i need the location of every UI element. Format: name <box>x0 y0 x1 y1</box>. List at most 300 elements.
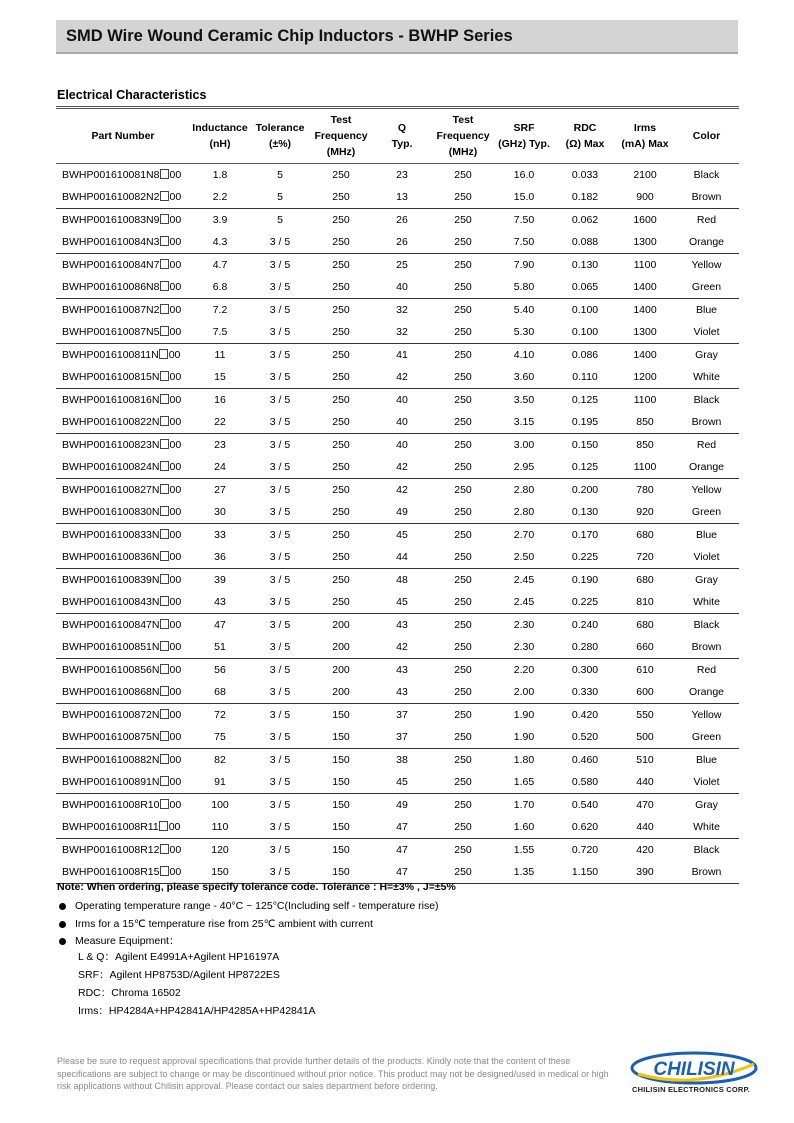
part-number-cell <box>56 636 190 659</box>
table-cell: 1.80 <box>513 754 535 766</box>
column-header <box>494 108 554 164</box>
table-cell: 30 <box>214 506 226 518</box>
part-number-suffix: 00 <box>169 619 182 631</box>
table-cell: 250 <box>454 236 472 248</box>
table-cell: 0.240 <box>571 619 599 631</box>
table-row <box>56 344 739 367</box>
table-cell: 850 <box>636 416 654 428</box>
table-cell: 0.225 <box>571 551 599 563</box>
column-header-line: Q <box>397 122 407 134</box>
column-header <box>190 108 250 164</box>
table-cell: 150 <box>332 776 350 788</box>
table-cell: 15.0 <box>513 191 535 203</box>
tolerance-code-box-icon <box>160 394 169 404</box>
table-cell: 150 <box>332 709 350 721</box>
table-cell: 3 / 5 <box>269 416 291 428</box>
part-number-suffix: 00 <box>169 844 182 856</box>
table-cell: 0.088 <box>571 236 599 248</box>
table-cell: 3 / 5 <box>269 506 291 518</box>
table-cell: 2.30 <box>513 619 535 631</box>
tolerance-code-box-icon <box>160 709 169 719</box>
tolerance-code-box-icon <box>160 416 169 426</box>
column-header-line: Typ. <box>391 138 413 150</box>
part-number-cell <box>56 816 190 839</box>
part-number-cell <box>56 276 190 299</box>
table-cell: 1600 <box>633 214 657 226</box>
table-cell: 43 <box>396 686 408 698</box>
table-cell: 250 <box>454 326 472 338</box>
table-cell: 1.90 <box>513 731 535 743</box>
table-cell: 3 / 5 <box>269 799 291 811</box>
table-cell: 1300 <box>633 326 657 338</box>
table-cell: 3 / 5 <box>269 574 291 586</box>
table-cell: 3 / 5 <box>269 439 291 451</box>
table-row <box>56 231 739 254</box>
table-cell: 25 <box>396 259 408 271</box>
table-cell: 250 <box>454 866 472 878</box>
table-cell: 250 <box>454 214 472 226</box>
column-header-line: (MHz) <box>448 146 478 158</box>
table-cell: 3 / 5 <box>269 551 291 563</box>
table-cell: 250 <box>454 596 472 608</box>
table-cell: 2.70 <box>513 529 535 541</box>
table-cell: 43 <box>396 664 408 676</box>
table-cell: 4.10 <box>513 349 535 361</box>
table-cell: 250 <box>332 551 350 563</box>
part-number-cell <box>56 254 190 277</box>
table-cell: 610 <box>636 664 654 676</box>
table-cell: 2.50 <box>513 551 535 563</box>
part-number-prefix: BWHP0016100839N <box>62 574 160 586</box>
table-cell: 250 <box>454 731 472 743</box>
table-cell: Green <box>691 281 722 293</box>
table-cell: 56 <box>214 664 226 676</box>
part-number-cell <box>56 591 190 614</box>
part-number-cell <box>56 389 190 412</box>
table-row <box>56 276 739 299</box>
title-bar <box>56 20 738 54</box>
part-number-prefix: BWHP0016100875N <box>62 731 160 743</box>
equipment-item: Irms：HP4284A+HP42841A/HP4285A+HP42841A <box>78 1005 316 1017</box>
part-number-suffix: 00 <box>169 461 182 473</box>
table-cell: 3 / 5 <box>269 866 291 878</box>
table-cell: 250 <box>454 259 472 271</box>
table-cell: White <box>693 371 720 383</box>
table-cell: 250 <box>332 596 350 608</box>
table-cell: 37 <box>396 731 408 743</box>
table-cell: Black <box>693 844 720 856</box>
table-cell: 75 <box>214 731 226 743</box>
part-number-prefix: BWHP0016100816N <box>62 394 160 406</box>
table-cell: 45 <box>396 596 408 608</box>
tolerance-code-box-icon <box>160 776 169 786</box>
tolerance-code-box-icon <box>160 236 169 246</box>
part-number-prefix: BWHP0016100847N <box>62 619 160 631</box>
table-cell: 0.620 <box>571 821 599 833</box>
table-row <box>56 681 739 704</box>
table-cell: 3 / 5 <box>269 844 291 856</box>
bullet-text: Measure Equipment： <box>75 935 180 947</box>
table-cell: 23 <box>396 169 408 181</box>
table-cell: 3 / 5 <box>269 754 291 766</box>
part-number-cell <box>56 479 190 502</box>
table-cell: 250 <box>332 191 350 203</box>
bullet-text: Operating temperature range - 40°C ~ 125°C(Including self - temperature rise) <box>75 900 439 912</box>
table-cell: 39 <box>214 574 226 586</box>
table-cell: 2100 <box>633 169 657 181</box>
table-cell: 440 <box>636 776 654 788</box>
tolerance-code-box-icon <box>159 821 168 831</box>
table-cell: 250 <box>454 821 472 833</box>
table-cell: 510 <box>636 754 654 766</box>
table-cell: 4.7 <box>212 259 228 271</box>
table-cell: Violet <box>693 326 720 338</box>
table-cell: 68 <box>214 686 226 698</box>
part-number-prefix: BWHP0016100872N <box>62 709 160 721</box>
table-cell: 150 <box>332 844 350 856</box>
table-cell: 250 <box>454 551 472 563</box>
part-number-prefix: BWHP0016100843N <box>62 596 160 608</box>
part-number-prefix: BWHP0016100830N <box>62 506 160 518</box>
table-cell: 6.8 <box>212 281 228 293</box>
table-cell: 7.5 <box>212 326 228 338</box>
table-cell: Blue <box>695 754 717 766</box>
bullet-dot-icon <box>59 938 66 945</box>
column-header-line: Color <box>692 130 721 142</box>
page-title: SMD Wire Wound Ceramic Chip Inductors - BWHP Series <box>66 27 513 45</box>
table-cell: 72 <box>214 709 226 721</box>
table-cell: 0.150 <box>571 439 599 451</box>
table-cell: 16 <box>214 394 226 406</box>
table-cell: 11 <box>214 349 226 361</box>
table-cell: 5.40 <box>513 304 535 316</box>
table-cell: 40 <box>396 439 408 451</box>
part-number-suffix: 00 <box>169 866 182 878</box>
table-cell: 0.280 <box>571 641 599 653</box>
table-cell: 250 <box>454 169 472 181</box>
table-cell: 36 <box>214 551 226 563</box>
table-cell: 660 <box>636 641 654 653</box>
part-number-suffix: 00 <box>169 214 182 226</box>
table-cell: 22 <box>214 416 226 428</box>
part-number-prefix: BWHP001610087N2 <box>62 304 160 316</box>
table-cell: 0.330 <box>571 686 599 698</box>
part-number-cell <box>56 434 190 457</box>
column-header <box>372 108 432 164</box>
table-header <box>56 108 739 164</box>
column-header-line: (GHz) Typ. <box>498 138 550 150</box>
table-cell: 5 <box>277 169 283 181</box>
table-cell: 0.420 <box>571 709 599 721</box>
part-number-prefix: BWHP001610084N3 <box>62 236 160 248</box>
tolerance-code-box-icon <box>160 529 169 539</box>
part-number-cell <box>56 344 190 367</box>
table-row <box>56 659 739 682</box>
table-cell: 1100 <box>633 259 657 271</box>
table-cell: 0.300 <box>571 664 599 676</box>
tolerance-code-box-icon <box>159 349 168 359</box>
part-number-suffix: 00 <box>169 686 182 698</box>
table-cell: 250 <box>454 529 472 541</box>
tolerance-code-box-icon <box>160 866 169 876</box>
part-number-prefix: BWHP0016100836N <box>62 551 160 563</box>
table-cell: 250 <box>332 236 350 248</box>
table-cell: 470 <box>636 799 654 811</box>
table-cell: 5.80 <box>513 281 535 293</box>
part-number-prefix: BWHP0016100833N <box>62 529 160 541</box>
table-cell: 2.80 <box>513 506 535 518</box>
part-number-suffix: 00 <box>169 551 182 563</box>
table-cell: 47 <box>396 821 408 833</box>
table-cell: 15 <box>214 371 226 383</box>
column-header <box>56 108 190 164</box>
table-cell: Orange <box>688 236 725 248</box>
part-number-prefix: BWHP001610083N9 <box>62 214 160 226</box>
tolerance-code-box-icon <box>160 619 169 629</box>
part-number-cell <box>56 501 190 524</box>
table-cell: 1.65 <box>513 776 535 788</box>
table-cell: 100 <box>211 799 229 811</box>
table-cell: 0.200 <box>571 484 599 496</box>
table-cell: 250 <box>454 686 472 698</box>
table-cell: 33 <box>214 529 226 541</box>
table-cell: Gray <box>695 799 718 811</box>
table-cell: 3 / 5 <box>269 776 291 788</box>
part-number-suffix: 00 <box>169 259 182 271</box>
table-row <box>56 771 739 794</box>
table-row <box>56 434 739 457</box>
table-row <box>56 726 739 749</box>
table-cell: 40 <box>396 416 408 428</box>
bullet-item <box>57 898 439 916</box>
section-title: Electrical Characteristics <box>57 88 207 102</box>
table-cell: 5 <box>277 214 283 226</box>
part-number-suffix: 00 <box>169 506 182 518</box>
table-row <box>56 479 739 502</box>
part-number-prefix: BWHP001610086N8 <box>62 281 160 293</box>
table-cell: 1.70 <box>513 799 535 811</box>
table-cell: 32 <box>396 326 408 338</box>
table-cell: 250 <box>454 394 472 406</box>
bullet-item <box>57 916 439 934</box>
table-cell: 91 <box>214 776 226 788</box>
table-cell: 42 <box>396 461 408 473</box>
part-number-suffix: 00 <box>169 664 182 676</box>
table-cell: 3 / 5 <box>269 664 291 676</box>
part-number-suffix: 00 <box>169 326 182 338</box>
table-cell: 250 <box>454 799 472 811</box>
table-cell: 32 <box>396 304 408 316</box>
table-cell: Black <box>693 169 720 181</box>
part-number-prefix: BWHP0016100811N <box>62 349 159 361</box>
part-number-cell <box>56 366 190 389</box>
table-cell: 2.2 <box>212 191 228 203</box>
table-cell: 1100 <box>633 394 657 406</box>
table-row <box>56 254 739 277</box>
tolerance-code-box-icon <box>160 169 169 179</box>
part-number-cell <box>56 749 190 772</box>
table-cell: 0.100 <box>571 304 599 316</box>
table-row <box>56 299 739 322</box>
table-cell: 41 <box>396 349 408 361</box>
table-row <box>56 569 739 592</box>
table-cell: 250 <box>454 844 472 856</box>
table-cell: 250 <box>454 506 472 518</box>
column-header <box>310 108 372 164</box>
part-number-prefix: BWHP001610081N8 <box>62 169 160 181</box>
table-cell: 1300 <box>633 236 657 248</box>
table-cell: Brown <box>691 641 722 653</box>
table-cell: 3 / 5 <box>269 731 291 743</box>
table-cell: 3 / 5 <box>269 349 291 361</box>
table-cell: 1400 <box>633 304 657 316</box>
table-cell: Blue <box>695 304 717 316</box>
table-cell: Gray <box>695 349 718 361</box>
table-cell: 1.150 <box>571 866 599 878</box>
table-cell: 40 <box>396 281 408 293</box>
table-cell: Brown <box>691 416 722 428</box>
table-cell: 250 <box>332 574 350 586</box>
table-cell: 3 / 5 <box>269 686 291 698</box>
table-cell: Violet <box>693 551 720 563</box>
table-cell: 0.720 <box>571 844 599 856</box>
tolerance-code-box-icon <box>160 371 169 381</box>
characteristics-table <box>56 106 739 884</box>
table-cell: 3.15 <box>513 416 535 428</box>
table-cell: 23 <box>214 439 226 451</box>
table-cell: 3 / 5 <box>269 821 291 833</box>
table-cell: 0.062 <box>571 214 599 226</box>
ordering-note: Note: When ordering, please specify tolerance code. Tolerance : H=±3% , J=±5% <box>57 881 456 893</box>
table-cell: 51 <box>214 641 226 653</box>
table-cell: 3.60 <box>513 371 535 383</box>
table-cell: Gray <box>695 574 718 586</box>
column-header-line: Part Number <box>91 130 155 142</box>
table-cell: 3 / 5 <box>269 394 291 406</box>
column-header-line: Frequency <box>314 130 368 142</box>
table-cell: 250 <box>332 394 350 406</box>
part-number-suffix: 00 <box>169 641 182 653</box>
tolerance-code-box-icon <box>160 484 169 494</box>
table-cell: 0.580 <box>571 776 599 788</box>
table-cell: 26 <box>396 214 408 226</box>
table-row <box>56 389 739 412</box>
part-number-prefix: BWHP0016100851N <box>62 641 160 653</box>
part-number-prefix: BWHP001610084N7 <box>62 259 160 271</box>
column-header-line: (MHz) <box>326 146 356 158</box>
part-number-prefix: BWHP0016100891N <box>62 776 160 788</box>
footer-disclaimer: Please be sure to request approval specifications that provide further details of the products. Kindly note that the content of these specifications are subject to change or may be discontinued without prior notice. This product may not be designed/used in medical or high risk applications without Chilisin approval. Please contact our sales department before ordering. <box>57 1056 609 1091</box>
spec-bullets <box>57 898 439 951</box>
table-cell: 150 <box>332 754 350 766</box>
table-cell: 3 / 5 <box>269 281 291 293</box>
table-cell: 110 <box>211 821 229 833</box>
table-row <box>56 411 739 434</box>
table-cell: 0.182 <box>571 191 599 203</box>
company-name: CHILISIN ELECTRONICS CORP. <box>632 1085 750 1094</box>
tolerance-code-box-icon <box>160 304 169 314</box>
table-cell: 250 <box>332 281 350 293</box>
table-cell: Yellow <box>691 259 722 271</box>
table-cell: 42 <box>396 371 408 383</box>
table-cell: 250 <box>332 169 350 181</box>
part-number-prefix: BWHP0016100868N <box>62 686 160 698</box>
tolerance-code-box-icon <box>160 191 169 201</box>
table-cell: 200 <box>332 641 350 653</box>
part-number-suffix: 00 <box>169 596 182 608</box>
part-number-prefix: BWHP0016100827N <box>62 484 160 496</box>
table-cell: Black <box>693 394 720 406</box>
column-header <box>616 108 674 164</box>
column-header-line: Frequency <box>436 130 490 142</box>
column-header-line: Inductance <box>192 122 248 134</box>
table-cell: 250 <box>454 754 472 766</box>
table-row <box>56 749 739 772</box>
part-number-suffix: 00 <box>169 439 182 451</box>
table-cell: 850 <box>636 439 654 451</box>
table-cell: 150 <box>332 731 350 743</box>
table-cell: 0.225 <box>571 596 599 608</box>
table-cell: 440 <box>636 821 654 833</box>
part-number-cell <box>56 411 190 434</box>
table-cell: Black <box>693 619 720 631</box>
table-cell: 150 <box>332 799 350 811</box>
tolerance-code-box-icon <box>160 844 169 854</box>
table-cell: 390 <box>636 866 654 878</box>
table-cell: 550 <box>636 709 654 721</box>
tolerance-code-box-icon <box>160 326 169 336</box>
column-header-line: Irms <box>633 122 657 134</box>
table-cell: 2.00 <box>513 686 535 698</box>
part-number-cell <box>56 839 190 862</box>
table-cell: 0.460 <box>571 754 599 766</box>
part-number-cell <box>56 231 190 254</box>
table-cell: 0.125 <box>571 394 599 406</box>
table-cell: 3 / 5 <box>269 619 291 631</box>
table-cell: 26 <box>396 236 408 248</box>
part-number-suffix: 00 <box>169 731 182 743</box>
table-cell: 0.086 <box>571 349 599 361</box>
part-number-suffix: 00 <box>169 416 182 428</box>
table-cell: 3 / 5 <box>269 641 291 653</box>
table-cell: 40 <box>396 394 408 406</box>
part-number-suffix: 00 <box>169 191 182 203</box>
table-row <box>56 366 739 389</box>
part-number-cell <box>56 209 190 232</box>
part-number-suffix: 00 <box>169 394 182 406</box>
table-cell: 2.45 <box>513 574 535 586</box>
table-cell: White <box>693 596 720 608</box>
table-cell: 1.90 <box>513 709 535 721</box>
table-cell: 3.50 <box>513 394 535 406</box>
table-cell: 3 / 5 <box>269 259 291 271</box>
table-cell: Yellow <box>691 484 722 496</box>
column-header-line: Test <box>330 114 352 126</box>
table-cell: 0.065 <box>571 281 599 293</box>
table-row <box>56 614 739 637</box>
table-cell: 44 <box>396 551 408 563</box>
part-number-cell <box>56 299 190 322</box>
tolerance-code-box-icon <box>160 259 169 269</box>
table-cell: 43 <box>214 596 226 608</box>
table-cell: 0.125 <box>571 461 599 473</box>
table-cell: 0.195 <box>571 416 599 428</box>
part-number-cell <box>56 659 190 682</box>
part-number-suffix: 00 <box>169 371 182 383</box>
table-cell: 3 / 5 <box>269 484 291 496</box>
part-number-suffix: 00 <box>169 529 182 541</box>
part-number-cell <box>56 524 190 547</box>
